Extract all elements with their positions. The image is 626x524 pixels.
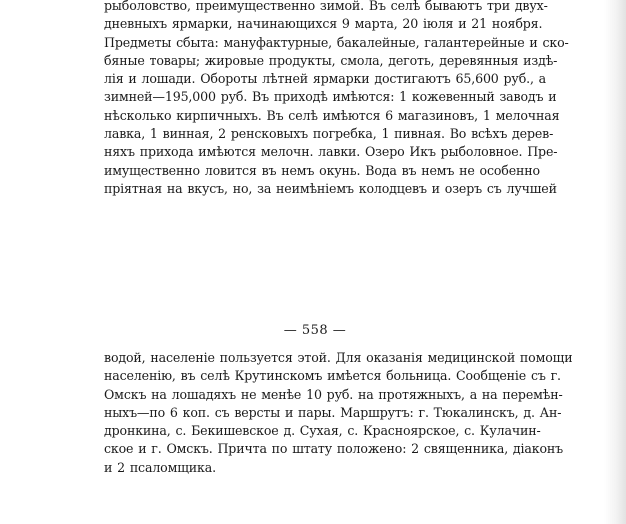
top-text-block [104,0,569,198]
text-line: населенію, въ селѣ Крутинскомъ имѣется больница. Сообщеніе съ г. [104,368,561,384]
text-line: лавка, 1 винная, 2 ренсковыхъ погребка, 1 пивная. Во всѣхъ дерев- [104,126,554,142]
text-line: лія и лошади. Обороты лѣтней ярмарки достигаютъ 65,600 руб., а [104,71,547,87]
text-line: дронкина, с. Бекишевское д. Сухая, с. Красноярское, с. Кулачин- [104,423,541,439]
text-line: бяные товары; жировые продукты, смола, деготь, деревянныя издѣ- [104,52,558,68]
text-line: Омскъ на лошадяхъ не менѣе 10 руб. на протяжныхъ, а на перемѣн- [104,386,563,402]
text-line: Предметы сбыта: мануфактурные, бакалейные, галантерейные и ско- [104,34,569,50]
text-line: рыболовство, преимущественно зимой. Въ селѣ бываютъ три двух- [104,0,548,13]
page-number: — 558 — [283,323,347,338]
text-line: имущественно ловится въ немъ окунь. Вода въ немъ не особенно [104,162,540,178]
text-line: дневныхъ ярмарки, начинающихся 9 марта, 20 іюля и 21 ноября. [104,16,543,32]
text-line: няхъ прихода имѣются мелочн. лавки. Озеро Икъ рыболовное. Пре- [104,144,558,160]
bottom-text-block [104,349,573,477]
text-line: и 2 псаломщика. [104,459,216,475]
text-line: нѣсколько кирпичныхъ. Въ селѣ имѣются 6 магазиновъ, 1 мелочная [104,107,560,123]
text-line: водой, населеніе пользуется этой. Для оказанія медицинской помощи [104,350,573,365]
text-line: ныхъ—по 6 коп. съ версты и пары. Маршрутъ: г. Тюкалинскъ, д. Ан- [104,404,562,420]
text-line: ское и г. Омскъ. Причта по штату положено: 2 священника, діаконъ [104,441,564,457]
text-line: зимней—195,000 руб. Въ приходѣ имѣются: 1 кожевенный заводъ и [104,89,557,105]
scan-page-edge [604,0,626,524]
text-line: пріятная на вкусъ, но, за неимѣніемъ колодцевъ и озеръ съ лучшей [104,180,557,196]
